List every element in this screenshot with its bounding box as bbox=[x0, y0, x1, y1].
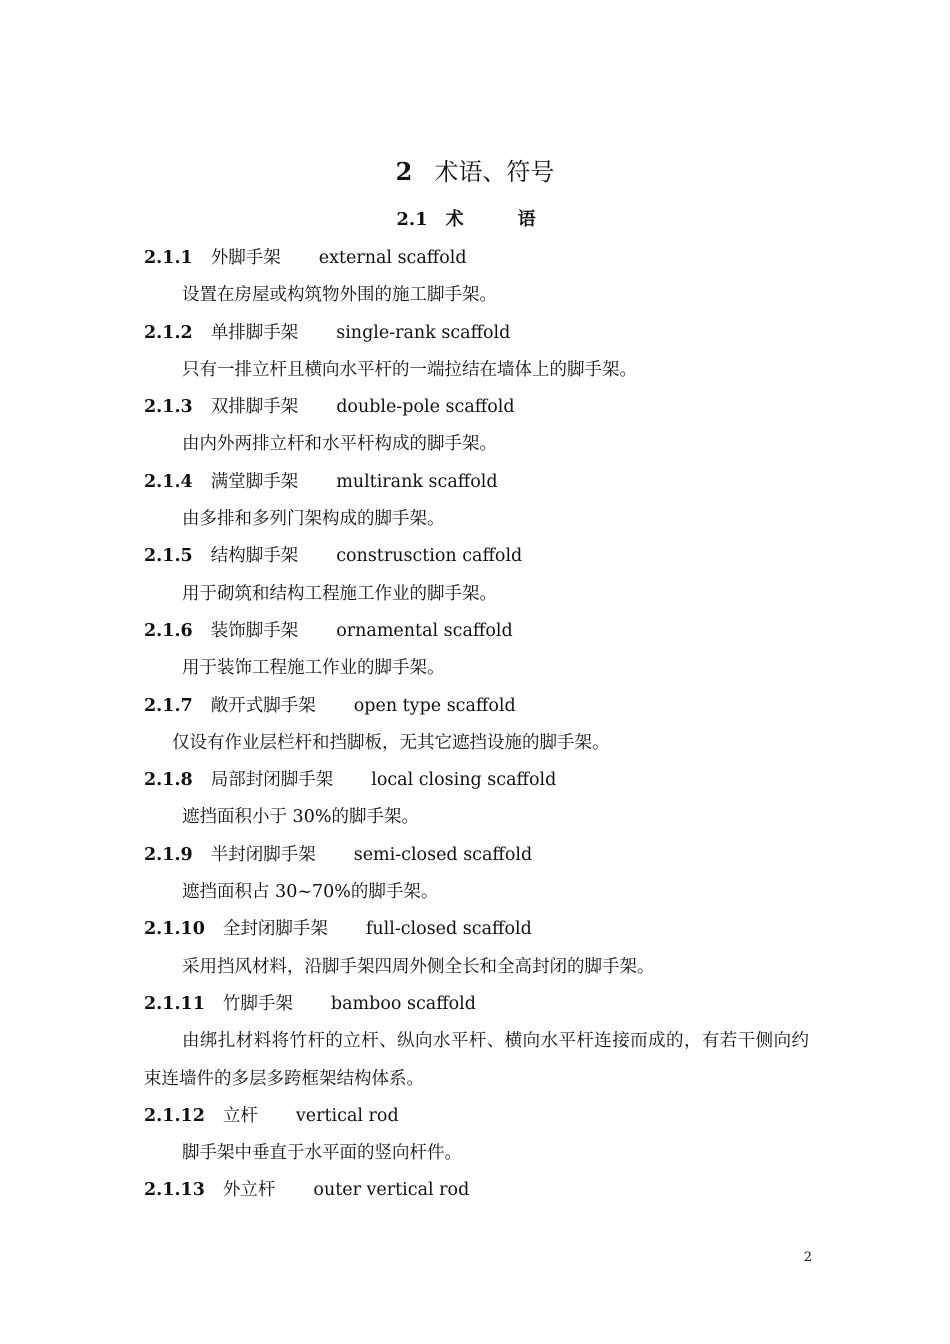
term-number: 2.1.5 bbox=[144, 546, 193, 567]
term-definition: 用于装饰工程施工作业的脚手架。 bbox=[182, 658, 445, 679]
term-number: 2.1.13 bbox=[144, 1180, 205, 1201]
term-definition: 用于砌筑和结构工程施工作业的脚手架。 bbox=[182, 583, 497, 604]
term-english: ornamental scaffold bbox=[336, 620, 513, 641]
term-number: 2.1.11 bbox=[144, 993, 205, 1014]
term-2-1-9 bbox=[144, 837, 809, 874]
term-english: external scaffold bbox=[318, 248, 467, 268]
section-title bbox=[0, 205, 950, 235]
term-2-1-7 bbox=[144, 688, 809, 725]
term-english: full-closed scaffold bbox=[365, 919, 532, 940]
term-chinese: 立杆 bbox=[222, 1105, 258, 1126]
term-definition: 仅设有作业层栏杆和挡脚板，无其它遮挡设施的脚手架。 bbox=[172, 732, 610, 753]
term-2-1-13 bbox=[144, 1172, 809, 1209]
term-definition: 采用挡风材料，沿脚手架四周外侧全长和全高封闭的脚手架。 bbox=[182, 956, 655, 977]
term-english: multirank scaffold bbox=[336, 471, 498, 492]
term-chinese: 装饰脚手架 bbox=[210, 620, 299, 641]
term-definition: 由内外两排立杆和水平杆构成的脚手架。 bbox=[182, 434, 497, 455]
term-definition: 只有一排立杆且横向水平杆的一端拉结在墙体上的脚手架。 bbox=[182, 359, 637, 380]
term-english: local closing scaffold bbox=[371, 770, 557, 791]
term-2-1-10 bbox=[144, 911, 809, 948]
term-chinese: 全封闭脚手架 bbox=[222, 919, 328, 940]
term-chinese: 双排脚手架 bbox=[210, 397, 299, 418]
term-english: outer vertical rod bbox=[313, 1180, 470, 1201]
term-chinese: 外立杆 bbox=[222, 1180, 276, 1201]
term-number: 2.1.1 bbox=[144, 248, 193, 268]
term-chinese: 单排脚手架 bbox=[210, 322, 299, 343]
term-english: bamboo scaffold bbox=[330, 993, 476, 1014]
term-number: 2.1.9 bbox=[144, 844, 193, 865]
term-2-1-11 bbox=[144, 986, 809, 1023]
term-english: semi-closed scaffold bbox=[353, 844, 533, 865]
term-number: 2.1.2 bbox=[144, 322, 193, 343]
term-definition: 由绑扎材料将竹杆的立杆、纵向水平杆、横向水平杆连接而成的，有若干侧向约束连墙件的多层多跨框架结构体系。 bbox=[144, 1031, 809, 1089]
term-number: 2.1.6 bbox=[144, 620, 193, 641]
term-english: construsction caffold bbox=[336, 546, 523, 567]
term-chinese: 半封闭脚手架 bbox=[210, 844, 316, 865]
term-number: 2.1.7 bbox=[144, 695, 193, 716]
chapter-title bbox=[0, 152, 950, 192]
chapter-title-text: 术语、符号 bbox=[434, 158, 555, 186]
term-english: open type scaffold bbox=[353, 695, 516, 716]
term-number: 2.1.12 bbox=[144, 1105, 205, 1126]
term-definition: 由多排和多列门架构成的脚手架。 bbox=[182, 509, 445, 530]
term-2-1-3 bbox=[144, 389, 809, 426]
chapter-number: 2 bbox=[395, 157, 413, 186]
term-2-1-2 bbox=[144, 315, 809, 352]
term-entries bbox=[144, 240, 809, 1210]
term-english: single-rank scaffold bbox=[336, 322, 511, 343]
term-2-1-6 bbox=[144, 613, 809, 650]
term-chinese: 外脚手架 bbox=[210, 248, 281, 268]
term-definition: 设置在房屋或构筑物外围的施工脚手架。 bbox=[182, 285, 497, 306]
term-definition: 遮挡面积占 30~70%的脚手架。 bbox=[182, 882, 439, 903]
term-chinese: 结构脚手架 bbox=[210, 546, 299, 567]
term-definition: 脚手架中垂直于水平面的竖向杆件。 bbox=[182, 1143, 462, 1164]
term-english: double-pole scaffold bbox=[336, 397, 515, 418]
term-2-1-5 bbox=[144, 538, 809, 575]
term-definition: 遮挡面积小于 30%的脚手架。 bbox=[182, 807, 419, 828]
term-2-1-8 bbox=[144, 762, 809, 799]
term-number: 2.1.4 bbox=[144, 471, 193, 492]
page-number: 2 bbox=[803, 1250, 812, 1265]
term-2-1-12 bbox=[144, 1098, 809, 1135]
term-chinese: 敞开式脚手架 bbox=[210, 695, 316, 716]
term-number: 2.1.8 bbox=[144, 770, 193, 791]
term-english: vertical rod bbox=[295, 1105, 399, 1126]
term-chinese: 满堂脚手架 bbox=[210, 471, 299, 492]
term-2-1-1 bbox=[144, 240, 809, 277]
term-chinese: 局部封闭脚手架 bbox=[210, 770, 334, 791]
term-number: 2.1.10 bbox=[144, 919, 205, 940]
term-number: 2.1.3 bbox=[144, 397, 193, 418]
term-2-1-4 bbox=[144, 464, 809, 501]
section-number: 2.1 bbox=[396, 209, 428, 230]
term-chinese: 竹脚手架 bbox=[222, 993, 293, 1014]
section-title-text: 术 语 bbox=[445, 209, 554, 230]
